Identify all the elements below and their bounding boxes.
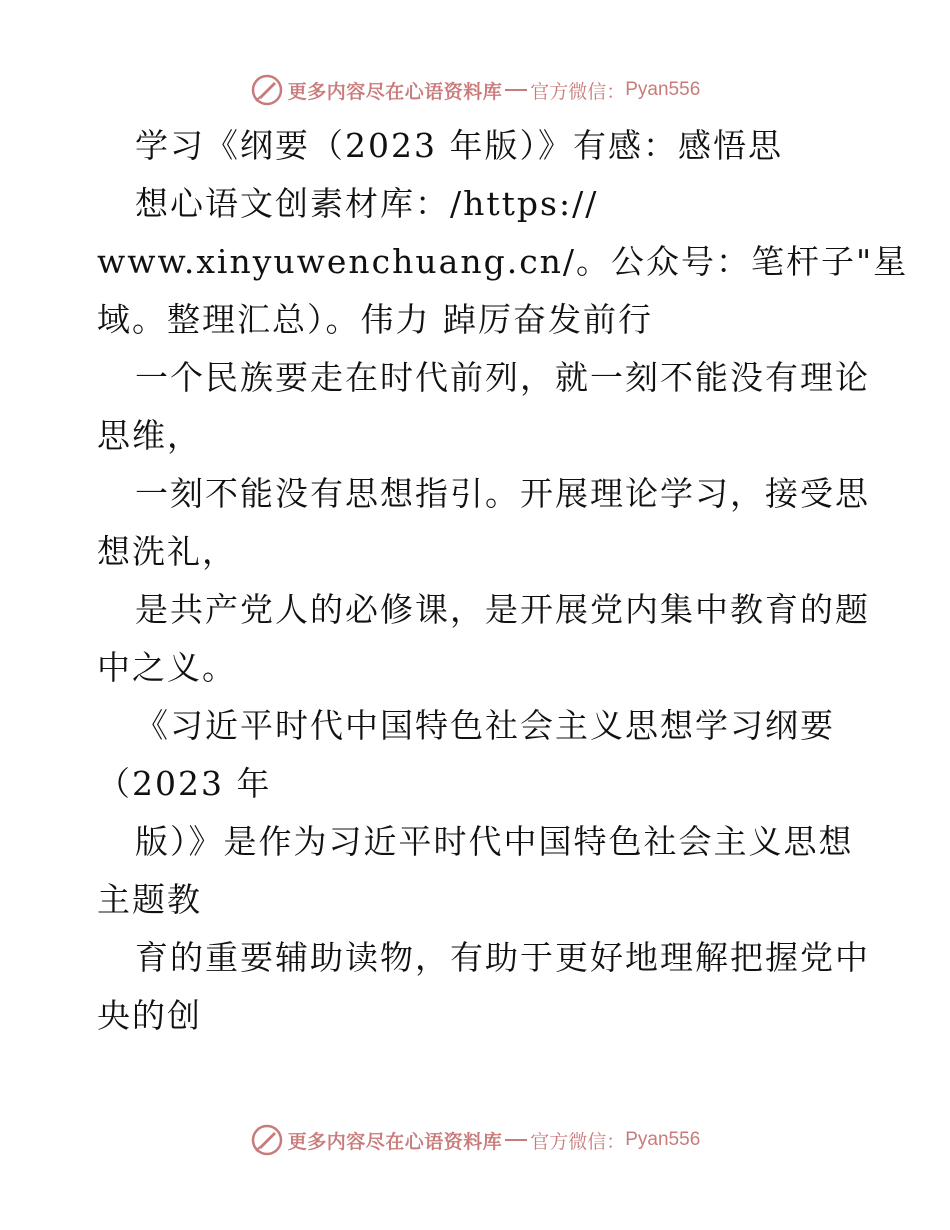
quill-logo-icon [250, 1123, 284, 1157]
body-line: 学习《纲要（2023 年版）》有感：感悟思 [135, 126, 783, 165]
body-line: 一刻不能没有思想指引。开展理论学习，接受思 [135, 474, 870, 513]
body-line: 想心语文创素材库：/https:// [135, 184, 599, 223]
body-line: www.xinyuwenchuang.cn/。公众号：笔杆子"星 [97, 242, 909, 281]
body-line: （2023 年 [97, 764, 272, 803]
body-line: 一个民族要走在时代前列，就一刻不能没有理论 [135, 358, 870, 397]
body-line: 育的重要辅助读物，有助于更好地理解把握党中 [135, 938, 870, 977]
body-line: 央的创 [97, 996, 202, 1035]
banner-dash [505, 89, 527, 91]
banner-wechat-id: Pyan556 [625, 79, 701, 100]
body-line: 思维， [97, 416, 202, 455]
header-watermark-banner [0, 70, 950, 110]
document-body [97, 117, 909, 1045]
banner-text: 更多内容尽在心语资料库 [287, 1130, 503, 1153]
quill-logo-icon [250, 73, 284, 107]
banner-wechat-id: Pyan556 [625, 1129, 701, 1150]
banner-dash [505, 1139, 527, 1141]
body-line: 域。整理汇总）。伟力 踔厉奋发前行 [97, 300, 653, 339]
body-line: 中之义。 [97, 648, 237, 687]
banner-wechat-label: 官方微信： [530, 80, 626, 103]
body-line: 想洗礼， [97, 532, 237, 571]
banner-text: 更多内容尽在心语资料库 [287, 80, 503, 103]
banner-wechat-label: 官方微信： [530, 1130, 626, 1153]
footer-watermark-banner [0, 1120, 950, 1160]
body-line: 主题教 [97, 880, 202, 919]
body-line: 《习近平时代中国特色社会主义思想学习纲要 [135, 706, 835, 745]
body-line: 版）》是作为习近平时代中国特色社会主义思想 [135, 822, 854, 861]
body-line: 是共产党人的必修课，是开展党内集中教育的题 [135, 590, 870, 629]
